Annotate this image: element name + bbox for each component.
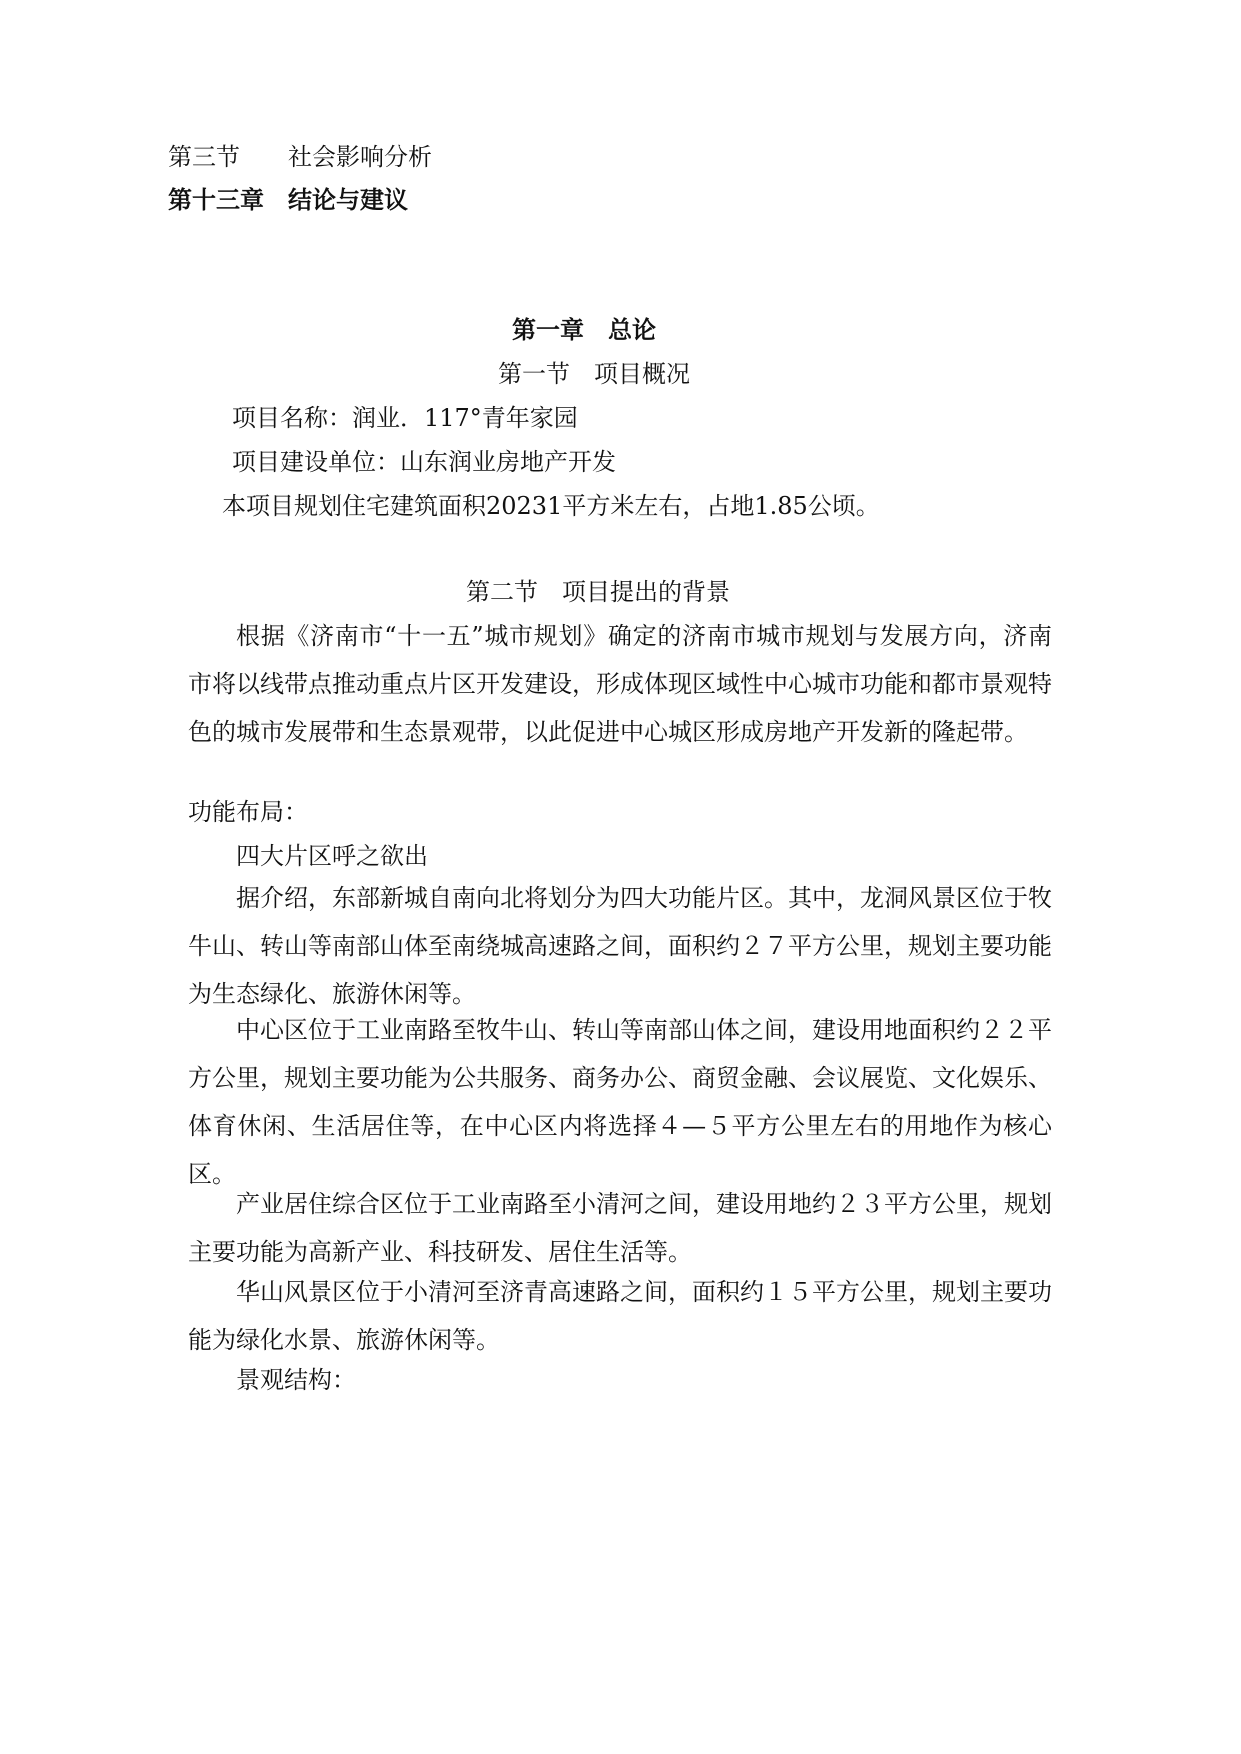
project-name: 项目名称：润业．117°青年家园 (232, 404, 578, 432)
zones-subheading: 四大片区呼之欲出 (236, 842, 428, 870)
landscape-label: 景观结构： (236, 1366, 356, 1394)
project-scale: 本项目规划住宅建筑面积20231平方米左右，占地1.85公顷。 (222, 492, 880, 520)
background-paragraph: 根据《济南市“十一五”城市规划》确定的济南市城市规划与发展方向，济南市将以线带点推动重点片区开发建设，形成体现区域性中心城市功能和都市景观特色的城市发展带和生态景观带，以此促进中心城区形成房地产开发新的隆起带。 (188, 622, 1052, 746)
industrial-zone-paragraph: 产业居住综合区位于工业南路至小清河之间，建设用地约２３平方公里，规划主要功能为高新产业、科技研发、居住生活等。 (188, 1190, 1052, 1266)
section1-title: 第一节 项目概况 (498, 360, 690, 388)
project-developer: 项目建设单位：山东润业房地产开发 (232, 448, 616, 476)
layout-label: 功能布局： (188, 798, 308, 826)
toc-chapter13: 第十三章 结论与建议 (168, 186, 408, 214)
center-zone-paragraph: 中心区位于工业南路至牧牛山、转山等南部山体之间，建设用地面积约２２平方公里，规划主要功能为公共服务、商务办公、商贸金融、会议展览、文化娱乐、体育休闲、生活居住等，在中心区内将选择４—５平方公里左右的用地作为核心区。 (188, 1016, 1052, 1188)
chapter-title: 第一章 总论 (512, 316, 656, 344)
toc-section3: 第三节 社会影响分析 (168, 143, 432, 171)
longdong-paragraph: 据介绍，东部新城自南向北将划分为四大功能片区。其中，龙洞风景区位于牧牛山、转山等南部山体至南绕城高速路之间，面积约２７平方公里，规划主要功能为生态绿化、旅游休闲等。 (188, 884, 1052, 1008)
section2-title: 第二节 项目提出的背景 (466, 578, 730, 606)
huashan-paragraph: 华山风景区位于小清河至济青高速路之间，面积约１５平方公里，规划主要功能为绿化水景、旅游休闲等。 (188, 1278, 1052, 1354)
